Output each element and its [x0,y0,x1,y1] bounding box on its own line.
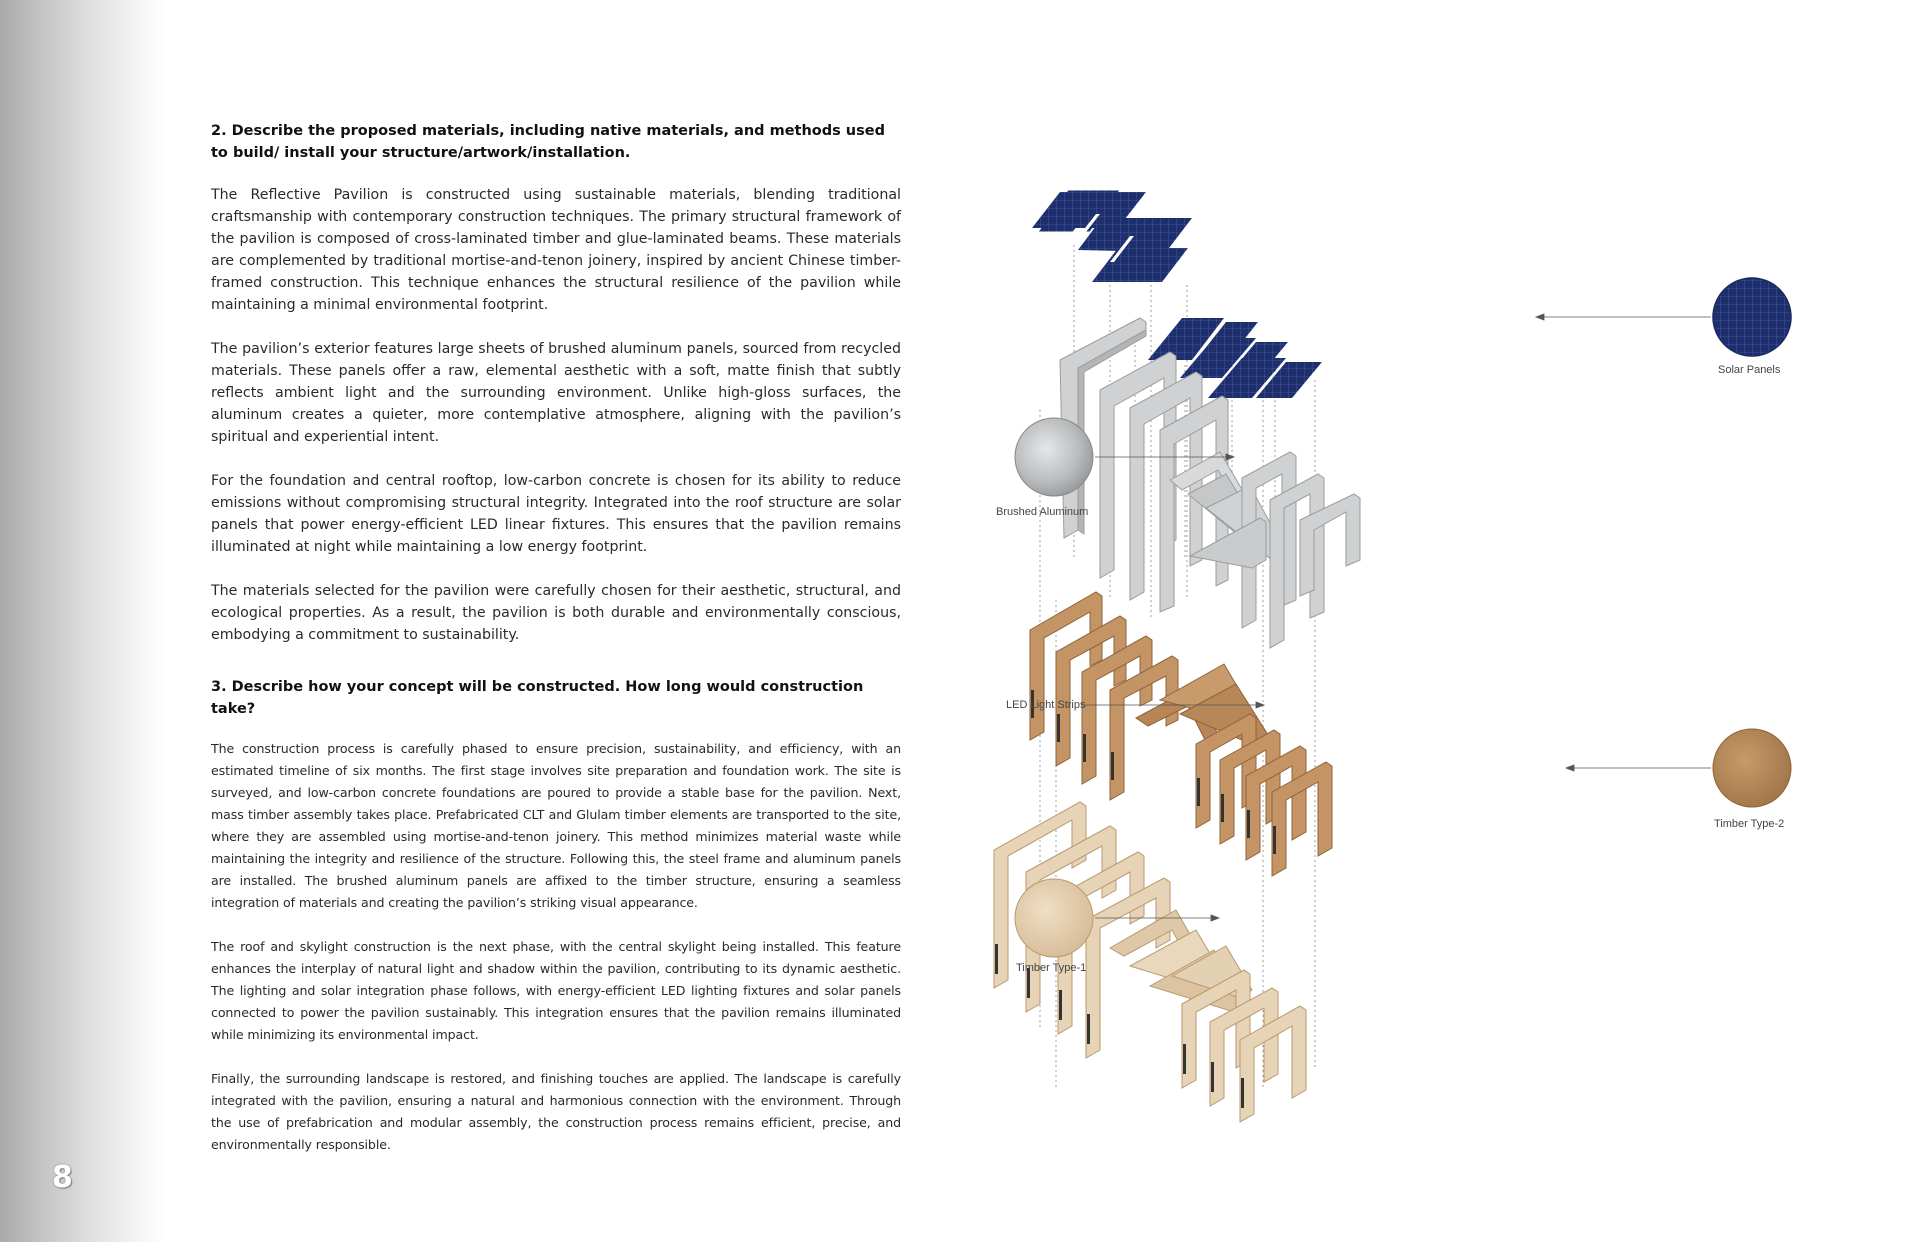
paragraph: Finally, the surrounding landscape is restored, and finishing touches are applied. The landscape is carefully integrated with the pavilion, ensuring a natural and harmonious connection with the environment. Through the use of prefabrication and modular assembly, the construction process remains efficient, precise, and environmentally responsible. [211,1071,901,1152]
paragraph: The roof and skylight construction is the next phase, with the central skylight being installed. This feature enhances the interplay of natural light and shadow within the pavilion, contributing to its dynamic aesthetic. The lighting and solar integration phase follows, with energy-efficient LED lighting fixtures and solar panels connected to power the pavilion sustainably. This integration ensures that the pavilion remains illuminated while minimizing its environmental impact. [211,939,901,1042]
question-3: 3. Describe how your concept will be constructed. How long would construction take? [211,679,864,717]
label-solar-panels: Solar Panels [1718,364,1781,376]
label-timber-type-2: Timber Type-2 [1714,818,1785,830]
paragraph: The materials selected for the pavilion were carefully chosen for their aesthetic, structural, and ecological properties. As a result, the pavilion is both durable and environmentally conscious, embodying a commitment to sustainability. [211,583,901,643]
diagram-svg [960,0,1920,1242]
paragraph: The construction process is carefully phased to ensure precision, sustainability, and efficiency, with an estimated timeline of six months. The first stage involves site preparation and foundation work. The site is surveyed, and low-carbon concrete foundations are poured to provide a stable base for the pavilion. Next, mass timber assembly takes place. Prefabricated CLT and Glulam timber elements are transported to the site, where they are assembled using mortise-and-tenon joinery. This method minimizes material waste while maintaining the integrity and resilience of the structure. Following this, the steel frame and aluminum panels are installed. The brushed aluminum panels are affixed to the timber structure, ensuring a seamless integration of materials and creating the pavilion’s striking visual appearance. [211,741,901,910]
timber-type-1-swatch [1015,879,1093,957]
paragraph: For the foundation and central rooftop, low-carbon concrete is chosen for its ability to reduce emissions without compromising structural integrity. Integrated into the roof structure are solar panels that power energy-efficient LED linear fixtures. This ensures that the pavilion remains illuminated at night while maintaining a low energy footprint. [211,473,901,555]
paragraph: The Reflective Pavilion is constructed using sustainable materials, blending traditional craftsmanship with contemporary construction techniques. The primary structural framework of the pavilion is composed of cross-laminated timber and glue-laminated beams. These materials are complemented by traditional mortise-and-tenon joinery, inspired by ancient Chinese timber-framed construction. This technique enhances the structural resilience of the pavilion while maintaining a minimal environmental footprint. [211,187,901,313]
solar-panels-top [1032,190,1204,292]
label-timber-type-1: Timber Type-1 [1016,962,1087,974]
question-2: 2. Describe the proposed materials, including native materials, and methods used to build/ install your structure/artwork/installation. [211,123,885,161]
label-brushed-aluminum: Brushed Aluminum [996,506,1089,518]
paragraph: The pavilion’s exterior features large sheets of brushed aluminum panels, sourced from recycled materials. These panels offer a raw, elemental aesthetic with a soft, matte finish that subtly reflects ambient light and the surrounding environment. Unlike high-gloss surfaces, the aluminum creates a quieter, more contemplative atmosphere, aligning with the pavilion’s spiritual and experiential intent. [211,341,901,445]
solar-panel-swatch [1713,278,1791,356]
brushed-aluminum-swatch [1015,418,1093,496]
label-led-light-strips: LED Light Strips [1006,699,1086,711]
timber-type-2-swatch [1713,729,1791,807]
side-gradient-strip [0,0,165,1242]
exploded-axonometric-diagram [960,0,1920,1242]
page-number: 8 [52,1160,73,1195]
text-column [211,120,901,1178]
